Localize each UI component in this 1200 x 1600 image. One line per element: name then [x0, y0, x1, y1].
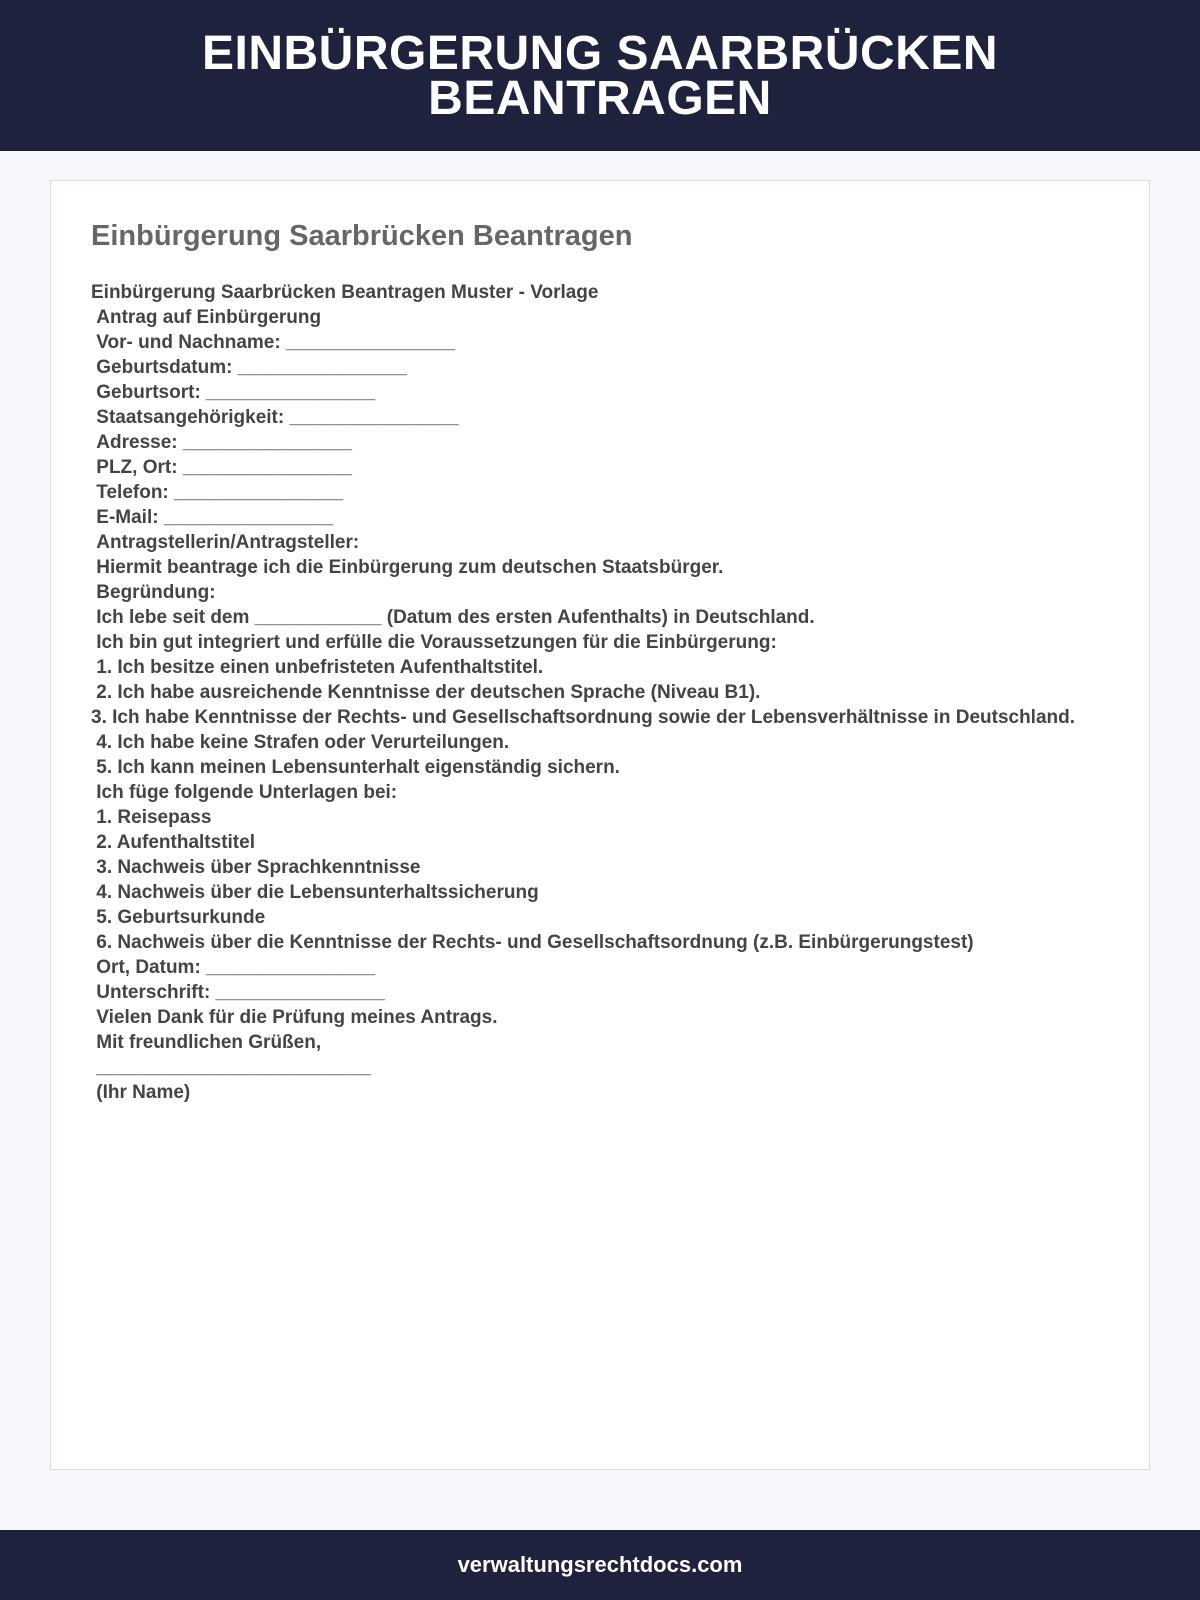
page-footer — [0, 1530, 1200, 1600]
document-paper — [50, 180, 1150, 1470]
document-body: Einbürgerung Saarbrücken Beantragen Muster - Vorlage Antrag auf Einbürgerung Vor- und Nachname: ________________ Geburtsdatum: ________________ Geburtsort: ________________ Staatsangehörigkeit: ________________ Adresse: ________________ PLZ, Ort: ________________ Telefon: ________________ E-Mail: ________________ Antragstellerin/Antragsteller: Hiermit beantrage ich die Einbürgerung zum deutschen Staatsbürger. Begründung: Ich lebe seit dem ____________ (Datum des ersten Aufenthalts) in Deutschland. Ich bin gut integriert und erfülle die Voraussetzungen für die Einbürgerung: 1. Ich besitze einen unbefristeten Aufenthaltstitel. 2. Ich habe ausreichende Kenntnisse der deutschen Sprache (Niveau B1). 3. Ich habe Kenntnisse der Rechts- und Gesellschaftsordnung sowie der Lebensverhältnisse in Deutschland. 4. Ich habe keine Strafen oder Verurteilungen. 5. Ich kann meinen Lebensunterhalt eigenständig sichern. Ich füge folgende Unterlagen bei: 1. Reisepass 2. Aufenthaltstitel 3. Nachweis über Sprachkenntnisse 4. Nachweis über die Lebensunterhaltssicherung 5. Geburtsurkunde 6. Nachweis über die Kenntnisse der Rechts- und Gesellschaftsordnung (z.B. Einbürgerungstest) Ort, Datum: ________________ Unterschrift: ________________ Vielen Dank für die Prüfung meines Antrags. Mit freundlichen Grüßen, __________________________ (Ihr Name) — [91, 282, 1076, 1103]
footer-site-name: verwaltungsrechtdocs.com — [457, 1552, 743, 1577]
document-title: Einbürgerung Saarbrücken Beantragen — [91, 220, 633, 252]
page-header — [0, 0, 1200, 151]
header-title: EINBÜRGERUNG SAARBRÜCKEN BEANTRAGEN — [201, 26, 999, 125]
